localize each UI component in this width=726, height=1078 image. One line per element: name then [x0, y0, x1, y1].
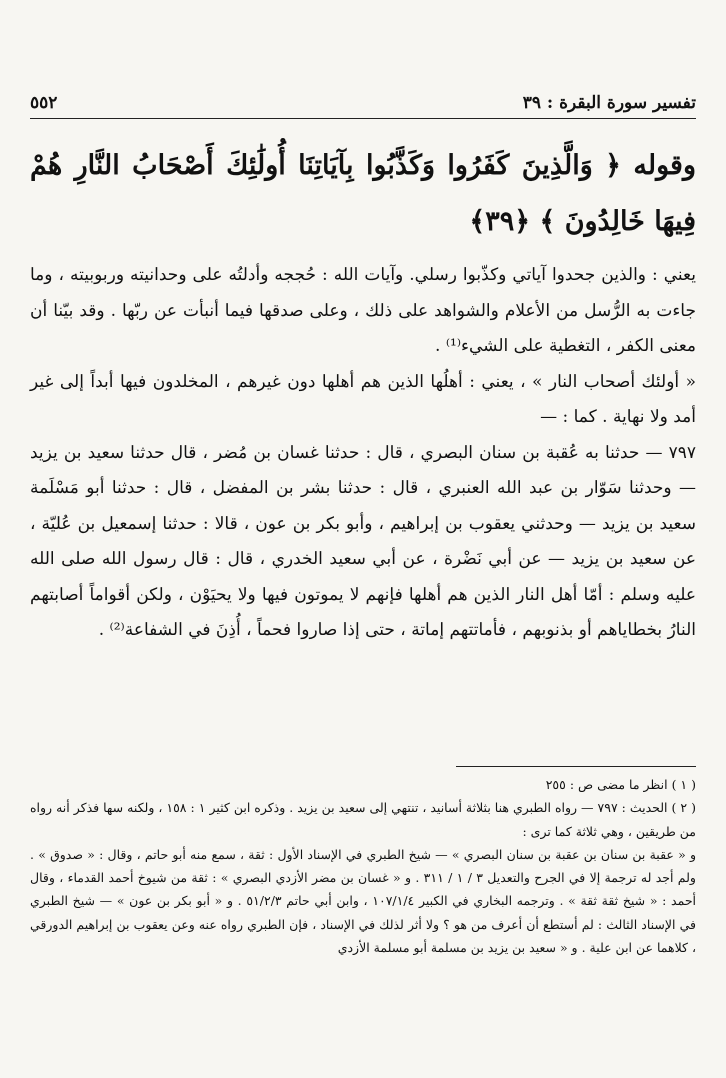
quran-verse: وقوله ﴿ وَالَّذِينَ كَفَرُوا وَكَذَّبُوا بِآيَاتِنَا أُولَٰئِكَ أَصْحَابُ النَّارِ هُمْ فِيهَا خَالِدُونَ ﴾ ﴿٣٩﴾	[30, 150, 696, 237]
hadith-text: ٧٩٧ — حدثنا به عُقبة بن سنان البصري ، قال : حدثنا غسان بن مُضر ، قال حدثنا سعيد بن يزيد — وحدثنا سَوّار بن عبد الله العنبري ، قال : حدثنا بشر بن المفضل ، قال : حدثنا أبو مَسْلَمة سعيد بن يزيد — وحدثني يعقوب بن إبراهيم ، وأبو بكر بن عون ، قالا : حدثنا إسمعيل بن عُليّة ، عن سعيد بن يزيد — عن أبي نَضْرة ، عن أبي سعيد الخدري ، قال : قال رسول الله صلى الله عليه وسلم : أمّا أهل النار الذين هم أهلها فإنهم لا يموتون فيها ولا يحيَوْن ، ولكن أقواماً أصابتهم النارُ بخطاياهم أو بذنوبهم ، فأماتتهم إماتة ، حتى إذا صاروا فحماً ، أُذِنَ في الشفاعة⁽²⁾ .	[30, 442, 696, 640]
paragraph: يعني : والذين جحدوا آياتي وكذّبوا رسلي. وآيات الله : حُججه وأدلتُه على وحدانيته وربوبيته ، وما جاءت به الرُّسل من الأعلام والشواهد على ذلك ، وعلى صدقها فيما أنبأت عن ربّها . وقد بيّنا أن معنى الكفر ، التغطية على الشيء⁽¹⁾ .	[30, 265, 696, 356]
footnotes	[30, 773, 696, 959]
page-number: ٥٥٢	[30, 93, 58, 113]
footnote: ( ١ ) انظر ما مضى ص : ٢٥٥	[545, 777, 696, 792]
running-header	[30, 88, 696, 119]
paragraph: « أولئك أصحاب النار » ، يعني : أهلُها الذين هم أهلها دون غيرهم ، المخلدون فيها أبداً إلى غير أمد ولا نهاية . كما : —	[30, 371, 696, 427]
footnote: ( ٢ ) الحديث : ٧٩٧ — رواه الطبري هنا بثلاثة أسانيد ، تنتهي إلى سعيد بن يزيد . وذكره ابن كثير ١ : ١٥٨ ، ولكنه سها فذكر أنه رواه من طريقين ، وهي ثلاثة كما ترى :	[30, 800, 696, 839]
running-title: تفسير سورة البقرة : ٣٩	[522, 93, 696, 113]
footnote: و « عقبة بن سنان بن عقبة بن سنان البصري » — شيخ الطبري في الإسناد الأول : ثقة ، سمع منه أبو حاتم ، وقال : « صدوق » . ولم أجد له ترجمة إلا في الجرح والتعديل ٣ / ١ / ٣١١ . و « غسان بن مضر الأزدي البصري » : ثقة من شيوخ أحمد القدماء ، وقال أحمد : « شيخ ثقة ثقة » . وترجمه البخاري في الكبير ١٠٧/١/٤ ، وابن أبي حاتم ٥١/٢/٣ . و « أبو بكر بن عون » — شيخ الطبري في الإسناد الثالث : لم أستطع أن أعرف من هو ؟ ولا أثر لذلك في الإسناد ، فإن الطبري رواه عنه وعن يعقوب بن إبراهيم الدورقي ، كلاهما عن ابن علية . و « سعيد بن يزيد بن مسلمة أبو مسلمة الأزدي	[30, 846, 697, 956]
hadith-block	[30, 436, 696, 649]
main-text	[30, 258, 696, 649]
footnote-divider	[456, 766, 696, 767]
